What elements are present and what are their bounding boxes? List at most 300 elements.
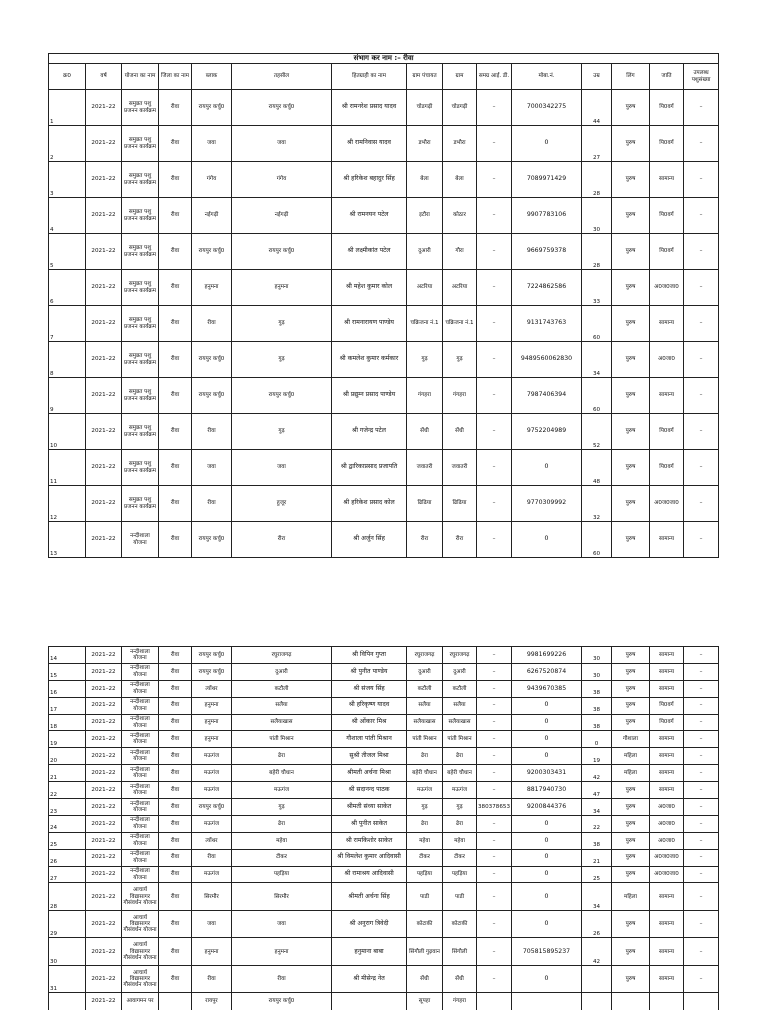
cell-caste: पि0वर्ग bbox=[650, 90, 684, 126]
cell-age: 32 bbox=[582, 486, 612, 522]
cell-village: ढेरा bbox=[443, 815, 477, 832]
cell-animals: – bbox=[684, 965, 719, 993]
cell-year: 2021–22 bbox=[86, 938, 122, 966]
cell-tehsil: रघुराजगढ़ bbox=[232, 647, 332, 664]
cell-animals: – bbox=[684, 748, 719, 765]
cell-mobile: 6267520874 bbox=[512, 663, 582, 680]
cell-age: 0 bbox=[582, 731, 612, 748]
cell-block: रीवा bbox=[192, 414, 232, 450]
cell-name: श्रीमती संध्या साकेत bbox=[332, 799, 407, 816]
cell-sno: 5 bbox=[49, 234, 86, 270]
cell-village: जवातरी bbox=[443, 450, 477, 486]
cell-district: रीवा bbox=[159, 714, 192, 731]
cell-district: रीवा bbox=[159, 522, 192, 558]
cell-name: श्री पुनीत साकेत bbox=[332, 815, 407, 832]
cell-tehsil: सलैया bbox=[232, 697, 332, 714]
cell-village: रीरा bbox=[443, 522, 477, 558]
cell-district: रीवा bbox=[159, 849, 192, 866]
cell-block: रायपुर कर्चु0 bbox=[192, 342, 232, 378]
cell-tehsil: रायपुर कर्चु0 bbox=[232, 378, 332, 414]
cell-age: 30 bbox=[582, 647, 612, 664]
cell-mobile: 7224862586 bbox=[512, 270, 582, 306]
cell-gender: महिला bbox=[612, 883, 650, 911]
cell-block: रायपुर bbox=[192, 993, 232, 1010]
cell-name: श्री अर्जुन सिंह bbox=[332, 522, 407, 558]
cell-caste: सामान्य bbox=[650, 306, 684, 342]
cell-gram-panchayat: डभौरा bbox=[407, 126, 443, 162]
cell-caste: पि0वर्ग bbox=[650, 414, 684, 450]
cell-district: रीवा bbox=[159, 647, 192, 664]
cell-block: हनुमना bbox=[192, 697, 232, 714]
cell-village: मऊगंज bbox=[443, 782, 477, 799]
cell-sno: 4 bbox=[49, 198, 86, 234]
cell-sno: 21 bbox=[49, 765, 86, 782]
cell-district: रीवा bbox=[159, 270, 192, 306]
table-row bbox=[49, 714, 719, 731]
cell-name: श्री हरिकेश बहादुर सिंह bbox=[332, 162, 407, 198]
cell-sno: 25 bbox=[49, 832, 86, 849]
data-table-bottom bbox=[48, 646, 719, 1010]
table-row bbox=[49, 234, 719, 270]
table-row bbox=[49, 910, 719, 938]
cell-village: डभौरा bbox=[443, 126, 477, 162]
cell-village: चक्रिजना नं.1 bbox=[443, 306, 477, 342]
cell-scheme: नन्दीशाला योजना bbox=[122, 782, 159, 799]
cell-block: रीवा bbox=[192, 486, 232, 522]
cell-mobile: 0 bbox=[512, 910, 582, 938]
cell-sno bbox=[49, 993, 86, 1010]
table-row bbox=[49, 126, 719, 162]
cell-tehsil: गुढ़ bbox=[232, 799, 332, 816]
cell-age: 42 bbox=[582, 765, 612, 782]
cell-name: गौशाला पांती मिश्रान bbox=[332, 731, 407, 748]
cell-district: रीवा bbox=[159, 198, 192, 234]
cell-samagra-id: – bbox=[477, 849, 512, 866]
cell-samagra-id: – bbox=[477, 306, 512, 342]
cell-caste: सामान्य bbox=[650, 680, 684, 697]
cell-village: सेंधी bbox=[443, 414, 477, 450]
cell-scheme: समुन्नत पशु प्रजनन कार्यक्रम bbox=[122, 198, 159, 234]
cell-year: 2021–22 bbox=[86, 910, 122, 938]
cell-village: सिंगौली bbox=[443, 938, 477, 966]
table-row bbox=[49, 883, 719, 911]
cell-caste bbox=[650, 993, 684, 1010]
cell-age: 21 bbox=[582, 849, 612, 866]
cell-caste: सामान्य bbox=[650, 663, 684, 680]
cell-district: रीवा bbox=[159, 342, 192, 378]
cell-samagra-id: – bbox=[477, 126, 512, 162]
cell-year: 2021–22 bbox=[86, 697, 122, 714]
cell-tehsil: टीकर bbox=[232, 849, 332, 866]
cell-village: रघुराजगढ़ bbox=[443, 647, 477, 664]
cell-name: हनुमाना बाबा bbox=[332, 938, 407, 966]
cell-age bbox=[582, 993, 612, 1010]
cell-age: 48 bbox=[582, 450, 612, 486]
cell-village: ढेरा bbox=[443, 748, 477, 765]
cell-sno: 16 bbox=[49, 680, 86, 697]
cell-mobile: 0 bbox=[512, 714, 582, 731]
cell-caste: पि0वर्ग bbox=[650, 697, 684, 714]
cell-scheme: नन्दीशाला योजना bbox=[122, 647, 159, 664]
cell-mobile: 0 bbox=[512, 697, 582, 714]
cell-caste: पि0वर्ग bbox=[650, 450, 684, 486]
cell-name: श्री रामनारायण पाण्डेय bbox=[332, 306, 407, 342]
cell-mobile: 0 bbox=[512, 126, 582, 162]
cell-animals: – bbox=[684, 270, 719, 306]
cell-village: गंगहरा bbox=[443, 993, 477, 1010]
cell-name: श्री विपिन गुप्ता bbox=[332, 647, 407, 664]
header-col-gram-panchayat: ग्राम पंचायत bbox=[407, 64, 443, 90]
cell-district: रीवा bbox=[159, 748, 192, 765]
cell-samagra-id: 380378653 bbox=[477, 799, 512, 816]
cell-name: श्री हरिकृष्ण यादव bbox=[332, 697, 407, 714]
cell-caste: सामान्य bbox=[650, 883, 684, 911]
cell-district: रीवा bbox=[159, 765, 192, 782]
cell-block: रायपुर कर्चु0 bbox=[192, 799, 232, 816]
cell-year: 2021–22 bbox=[86, 714, 122, 731]
cell-mobile: 8817940730 bbox=[512, 782, 582, 799]
cell-sno: 31 bbox=[49, 965, 86, 993]
cell-animals: – bbox=[684, 799, 719, 816]
cell-caste: अ0जा0 bbox=[650, 815, 684, 832]
cell-tehsil: पहड़िया bbox=[232, 866, 332, 883]
cell-block: मऊगंज bbox=[192, 866, 232, 883]
cell-gram-panchayat: ढेरा bbox=[407, 748, 443, 765]
cell-name: श्रीमती अर्चना सिंह bbox=[332, 883, 407, 911]
cell-mobile: 0 bbox=[512, 849, 582, 866]
cell-village: बेला bbox=[443, 162, 477, 198]
cell-age: 60 bbox=[582, 522, 612, 558]
cell-age: 42 bbox=[582, 938, 612, 966]
cell-sno: 2 bbox=[49, 126, 86, 162]
cell-animals: – bbox=[684, 486, 719, 522]
cell-scheme: समुन्नत पशु प्रजनन कार्यक्रम bbox=[122, 162, 159, 198]
cell-sno: 26 bbox=[49, 849, 86, 866]
cell-name: श्री रामाश्रय आदिवासी bbox=[332, 866, 407, 883]
cell-gram-panchayat: सलैयाखास bbox=[407, 714, 443, 731]
cell-gender: पुरुष bbox=[612, 965, 650, 993]
cell-village: सलैयाखास bbox=[443, 714, 477, 731]
cell-sno: 10 bbox=[49, 414, 86, 450]
cell-name: श्री विमलेश कुमार आदिवासी bbox=[332, 849, 407, 866]
cell-scheme: आचार्य विद्यासागर गौसंवर्धन योजना bbox=[122, 938, 159, 966]
cell-sno: 19 bbox=[49, 731, 86, 748]
cell-scheme: नन्दीशाला योजना bbox=[122, 663, 159, 680]
cell-gender: पुरुष bbox=[612, 342, 650, 378]
cell-district: रीवा bbox=[159, 378, 192, 414]
cell-tehsil: ढेरा bbox=[232, 815, 332, 832]
cell-name: श्री कमलेश कुमार कर्मकार bbox=[332, 342, 407, 378]
cell-age: 52 bbox=[582, 414, 612, 450]
cell-gram-panchayat: सेंधी bbox=[407, 414, 443, 450]
cell-district: रीवा bbox=[159, 663, 192, 680]
cell-caste: सामान्य bbox=[650, 731, 684, 748]
cell-gender: पुरुष bbox=[612, 714, 650, 731]
cell-district: रीवा bbox=[159, 414, 192, 450]
table-row bbox=[49, 731, 719, 748]
cell-name: श्री रामकिशोर साकेत bbox=[332, 832, 407, 849]
cell-name: श्री ओंकार मिश्र bbox=[332, 714, 407, 731]
cell-gender: पुरुष bbox=[612, 697, 650, 714]
cell-name: श्री गजेन्द्र पटेल bbox=[332, 414, 407, 450]
cell-gender: पुरुष bbox=[612, 866, 650, 883]
cell-district: रीवा bbox=[159, 883, 192, 911]
cell-samagra-id: – bbox=[477, 198, 512, 234]
cell-samagra-id: – bbox=[477, 663, 512, 680]
cell-tehsil: पांती मिश्रान bbox=[232, 731, 332, 748]
cell-sno: 22 bbox=[49, 782, 86, 799]
cell-samagra-id: – bbox=[477, 450, 512, 486]
cell-name: श्री रामनरेश प्रसाद यादव bbox=[332, 90, 407, 126]
cell-gender: पुरुष bbox=[612, 832, 650, 849]
cell-sno: 14 bbox=[49, 647, 86, 664]
cell-village: पांती मिश्रान bbox=[443, 731, 477, 748]
cell-scheme: नन्दीशाला योजना bbox=[122, 522, 159, 558]
cell-block: नईगढ़ी bbox=[192, 198, 232, 234]
cell-animals: – bbox=[684, 832, 719, 849]
cell-samagra-id: – bbox=[477, 731, 512, 748]
cell-district: रीवा bbox=[159, 832, 192, 849]
cell-year: 2021–22 bbox=[86, 306, 122, 342]
cell-sno: 7 bbox=[49, 306, 86, 342]
cell-samagra-id: – bbox=[477, 965, 512, 993]
cell-tehsil: रायपुर कर्चु0 bbox=[232, 993, 332, 1010]
cell-caste: अ0जा0 bbox=[650, 832, 684, 849]
cell-caste: पि0वर्ग bbox=[650, 234, 684, 270]
cell-year: 2021–22 bbox=[86, 849, 122, 866]
cell-age: 38 bbox=[582, 832, 612, 849]
cell-gender: पुरुष bbox=[612, 378, 650, 414]
cell-animals: – bbox=[684, 714, 719, 731]
cell-age: 60 bbox=[582, 306, 612, 342]
cell-block: जवा bbox=[192, 126, 232, 162]
cell-scheme: नन्दीशाला योजना bbox=[122, 765, 159, 782]
cell-scheme: समुन्नत पशु प्रजनन कार्यक्रम bbox=[122, 270, 159, 306]
cell-sno: 18 bbox=[49, 714, 86, 731]
cell-samagra-id: – bbox=[477, 270, 512, 306]
cell-caste: सामान्य bbox=[650, 522, 684, 558]
cell-block: रायपुर कर्चु0 bbox=[192, 378, 232, 414]
cell-district: रीवा bbox=[159, 965, 192, 993]
cell-caste: सामान्य bbox=[650, 938, 684, 966]
cell-caste: सामान्य bbox=[650, 965, 684, 993]
cell-animals: – bbox=[684, 162, 719, 198]
header-col-year: वर्ष bbox=[86, 64, 122, 90]
cell-scheme: नन्दीशाला योजना bbox=[122, 714, 159, 731]
cell-age: 27 bbox=[582, 126, 612, 162]
table-row bbox=[49, 162, 719, 198]
cell-scheme: समुन्नत पशु प्रजनन कार्यक्रम bbox=[122, 450, 159, 486]
cell-block: त्योंथर bbox=[192, 832, 232, 849]
cell-tehsil: गुढ़ bbox=[232, 414, 332, 450]
cell-block: रायपुर कर्चु0 bbox=[192, 90, 232, 126]
table-row bbox=[49, 270, 719, 306]
cell-mobile: 0 bbox=[512, 815, 582, 832]
cell-district: रीवा bbox=[159, 938, 192, 966]
header-col-gender: लिंग bbox=[612, 64, 650, 90]
cell-tehsil: जवा bbox=[232, 450, 332, 486]
cell-tehsil: रीवा bbox=[232, 965, 332, 993]
cell-name: सुश्री तीजल मिश्रा bbox=[332, 748, 407, 765]
header-col-village: ग्राम bbox=[443, 64, 477, 90]
cell-animals: – bbox=[684, 765, 719, 782]
table-row bbox=[49, 90, 719, 126]
cell-age: 26 bbox=[582, 910, 612, 938]
cell-sno: 1 bbox=[49, 90, 86, 126]
cell-age: 30 bbox=[582, 663, 612, 680]
cell-name: श्री अनुराग त्रिवेदी bbox=[332, 910, 407, 938]
cell-gender bbox=[612, 993, 650, 1010]
cell-gender: पुरुष bbox=[612, 815, 650, 832]
cell-block: हनुमना bbox=[192, 938, 232, 966]
cell-age: 47 bbox=[582, 782, 612, 799]
cell-village: ढिढिया bbox=[443, 486, 477, 522]
cell-caste: सामान्य bbox=[650, 748, 684, 765]
cell-block: रीवा bbox=[192, 306, 232, 342]
cell-tehsil: महेवा bbox=[232, 832, 332, 849]
cell-age: 34 bbox=[582, 799, 612, 816]
cell-samagra-id: – bbox=[477, 832, 512, 849]
cell-gram-panchayat: बहेरी चौधान bbox=[407, 765, 443, 782]
cell-block: जवा bbox=[192, 450, 232, 486]
cell-village: पहड़िया bbox=[443, 866, 477, 883]
cell-sno: 20 bbox=[49, 748, 86, 765]
cell-animals: – bbox=[684, 306, 719, 342]
cell-district: रीवा bbox=[159, 90, 192, 126]
cell-scheme: समुन्नत पशु प्रजनन कार्यक्रम bbox=[122, 126, 159, 162]
cell-sno: 9 bbox=[49, 378, 86, 414]
cell-age: 25 bbox=[582, 866, 612, 883]
cell-gram-panchayat: रीरा bbox=[407, 522, 443, 558]
table-row bbox=[49, 450, 719, 486]
cell-sno: 29 bbox=[49, 910, 86, 938]
cell-sno: 6 bbox=[49, 270, 86, 306]
cell-tehsil: जवा bbox=[232, 910, 332, 938]
cell-year: 2021–22 bbox=[86, 993, 122, 1010]
cell-animals: – bbox=[684, 680, 719, 697]
table-row bbox=[49, 378, 719, 414]
cell-animals: – bbox=[684, 126, 719, 162]
cell-district: रीवा bbox=[159, 126, 192, 162]
cell-scheme: नन्दीशाला योजना bbox=[122, 680, 159, 697]
cell-animals: – bbox=[684, 910, 719, 938]
cell-gender: पुरुष bbox=[612, 782, 650, 799]
cell-samagra-id: – bbox=[477, 486, 512, 522]
cell-year: 2021–22 bbox=[86, 765, 122, 782]
cell-mobile: 7089971429 bbox=[512, 162, 582, 198]
cell-animals: – bbox=[684, 938, 719, 966]
cell-district: रीवा bbox=[159, 162, 192, 198]
cell-gender: पुरुष bbox=[612, 910, 650, 938]
cell-age: 34 bbox=[582, 342, 612, 378]
cell-gram-panchayat: चक्रिजना नं.1 bbox=[407, 306, 443, 342]
cell-animals: – bbox=[684, 378, 719, 414]
header-col-tehsil: तहसील bbox=[232, 64, 332, 90]
cell-scheme: समुन्नत पशु प्रजनन कार्यक्रम bbox=[122, 378, 159, 414]
header-col-block: ब्लाक bbox=[192, 64, 232, 90]
cell-samagra-id: – bbox=[477, 522, 512, 558]
cell-village: बहेरी चौधान bbox=[443, 765, 477, 782]
cell-age: 28 bbox=[582, 234, 612, 270]
cell-caste: सामान्य bbox=[650, 162, 684, 198]
cell-year: 2021–22 bbox=[86, 965, 122, 993]
cell-sno: 8 bbox=[49, 342, 86, 378]
table-row bbox=[49, 866, 719, 883]
cell-year: 2021–22 bbox=[86, 782, 122, 799]
cell-mobile: 9131743763 bbox=[512, 306, 582, 342]
cell-year: 2021–22 bbox=[86, 234, 122, 270]
cell-scheme: नन्दीशाला योजना bbox=[122, 832, 159, 849]
table-row bbox=[49, 647, 719, 664]
cell-samagra-id: – bbox=[477, 866, 512, 883]
cell-animals: – bbox=[684, 883, 719, 911]
cell-district bbox=[159, 993, 192, 1010]
cell-gram-panchayat: पांती मिश्रान bbox=[407, 731, 443, 748]
cell-gender: पुरुष bbox=[612, 522, 650, 558]
cell-animals: – bbox=[684, 414, 719, 450]
cell-block: गंगेव bbox=[192, 162, 232, 198]
table-row bbox=[49, 815, 719, 832]
cell-gram-panchayat: जवातरी bbox=[407, 450, 443, 486]
cell-samagra-id: – bbox=[477, 697, 512, 714]
header-col-animals: उपलब्ध पशुसंख्या bbox=[684, 64, 719, 90]
cell-tehsil: दुआरी bbox=[232, 663, 332, 680]
cell-district: रीवा bbox=[159, 910, 192, 938]
cell-village: गंगहरा bbox=[443, 378, 477, 414]
cell-caste: पि0वर्ग bbox=[650, 198, 684, 234]
cell-animals: – bbox=[684, 198, 719, 234]
cell-district: रीवा bbox=[159, 697, 192, 714]
cell-block: मऊगंज bbox=[192, 748, 232, 765]
cell-gram-panchayat: कोटाकी bbox=[407, 910, 443, 938]
cell-mobile: 0 bbox=[512, 731, 582, 748]
cell-block: रायपुर कर्चु0 bbox=[192, 663, 232, 680]
cell-samagra-id: – bbox=[477, 647, 512, 664]
cell-samagra-id: – bbox=[477, 90, 512, 126]
cell-district: रीवा bbox=[159, 866, 192, 883]
cell-village: कोठार bbox=[443, 198, 477, 234]
cell-gender: पुरुष bbox=[612, 486, 650, 522]
cell-tehsil: नईगढ़ी bbox=[232, 198, 332, 234]
cell-scheme: नन्दीशाला योजना bbox=[122, 866, 159, 883]
cell-animals: – bbox=[684, 731, 719, 748]
cell-name: श्री रामनिवास यादव bbox=[332, 126, 407, 162]
cell-block: मऊगंज bbox=[192, 815, 232, 832]
table-row bbox=[49, 198, 719, 234]
cell-block: रायपुर कर्चु0 bbox=[192, 647, 232, 664]
cell-sno: 17 bbox=[49, 697, 86, 714]
cell-sno: 28 bbox=[49, 883, 86, 911]
cell-mobile: 9439670385 bbox=[512, 680, 582, 697]
cell-gram-panchayat: सेंधी bbox=[407, 965, 443, 993]
cell-year: 2021–22 bbox=[86, 414, 122, 450]
cell-gram-panchayat: पाडी bbox=[407, 883, 443, 911]
cell-tehsil: गंगेव bbox=[232, 162, 332, 198]
cell-village: पाडी bbox=[443, 883, 477, 911]
cell-samagra-id: – bbox=[477, 748, 512, 765]
table-row bbox=[49, 342, 719, 378]
table-row bbox=[49, 993, 719, 1010]
table-row bbox=[49, 832, 719, 849]
cell-name: श्री महेश कुमार कोल bbox=[332, 270, 407, 306]
cell-year: 2021–22 bbox=[86, 162, 122, 198]
cell-gram-panchayat: सलैया bbox=[407, 697, 443, 714]
cell-year: 2021–22 bbox=[86, 832, 122, 849]
cell-sno: 27 bbox=[49, 866, 86, 883]
cell-samagra-id: – bbox=[477, 815, 512, 832]
cell-sno: 13 bbox=[49, 522, 86, 558]
cell-samagra-id: – bbox=[477, 414, 512, 450]
